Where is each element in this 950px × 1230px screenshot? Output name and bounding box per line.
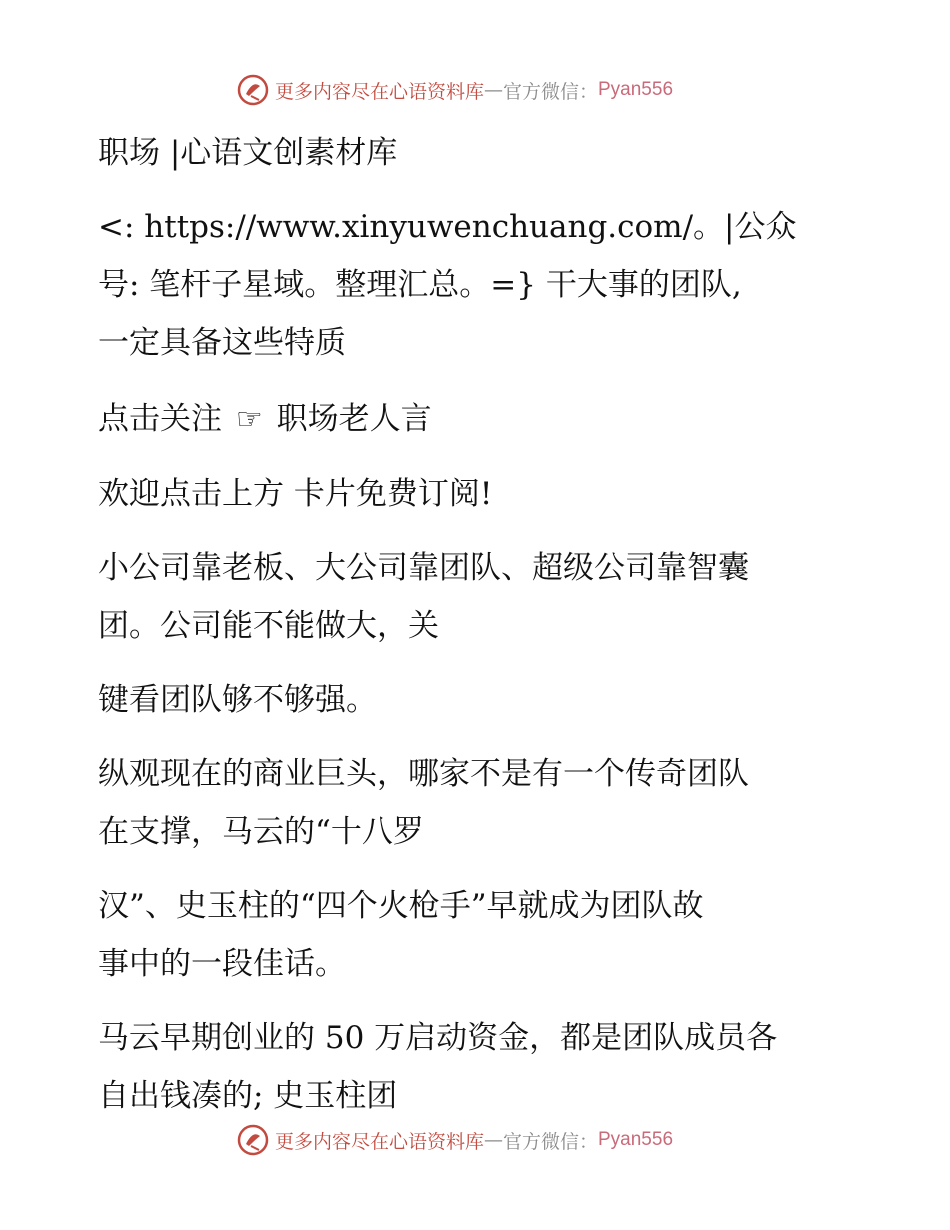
watermark-sub-text: 官方微信： <box>502 80 598 103</box>
watermark-main-text: 更多内容尽在心语资料库 <box>274 1130 484 1153</box>
text-line: 小公司靠老板、大公司靠团队、超级公司靠智囊 <box>98 550 749 586</box>
text-line: 事中的一段佳话。 <box>98 946 346 982</box>
paragraph-source <box>98 198 858 372</box>
watermark-sub-text: 官方微信： <box>502 1130 598 1153</box>
text-line: 职场 |心语文创素材库 <box>98 135 398 171</box>
document-body <box>98 124 858 1141</box>
paragraph-story <box>98 877 858 993</box>
pointing-hand-icon: ☞ <box>235 402 263 437</box>
text-line: 自出钱凑的; 史玉柱团 <box>98 1078 398 1114</box>
paragraph-follow <box>98 390 858 449</box>
header-watermark <box>0 70 950 110</box>
footer-watermark <box>0 1120 950 1160</box>
text-line: 汉”、史玉柱的“四个火枪手”早就成为团队故 <box>98 888 704 924</box>
follow-text: 点击关注 <box>98 401 232 437</box>
seal-logo-icon <box>237 74 269 106</box>
text-line: 键看团队够不够强。 <box>98 682 377 718</box>
paragraph-giants <box>98 745 858 861</box>
paragraph-funding <box>98 1009 858 1125</box>
text-line: 一定具备这些特质 <box>98 325 346 361</box>
text-line: 在支撑，马云的“十八罗 <box>98 814 424 850</box>
watermark-wechat-id: Pyan556 <box>598 1129 674 1150</box>
paragraph-title <box>98 124 858 182</box>
text-line: 号: 笔杆子星域。整理汇总。=} 干大事的团队, <box>98 267 742 303</box>
text-line: <: https://www.xinyuwenchuang.com/。|公众 <box>98 209 797 245</box>
watermark-wechat-id: Pyan556 <box>598 79 674 100</box>
text-line: 欢迎点击上方 卡片免费订阅! <box>98 476 493 512</box>
watermark-dash: — <box>483 79 503 101</box>
paragraph-subscribe <box>98 465 858 523</box>
follow-account: 职场老人言 <box>266 401 432 437</box>
text-line: 纵观现在的商业巨头，哪家不是有一个传奇团队 <box>98 756 749 792</box>
text-line: 马云早期创业的 50 万启动资金，都是团队成员各 <box>98 1020 778 1056</box>
watermark-dash: — <box>483 1129 503 1151</box>
text-line: 团。公司能不能做大，关 <box>98 608 439 644</box>
paragraph-company <box>98 539 858 655</box>
watermark-main-text: 更多内容尽在心语资料库 <box>274 80 484 103</box>
paragraph-key <box>98 671 858 729</box>
seal-logo-icon <box>237 1124 269 1156</box>
